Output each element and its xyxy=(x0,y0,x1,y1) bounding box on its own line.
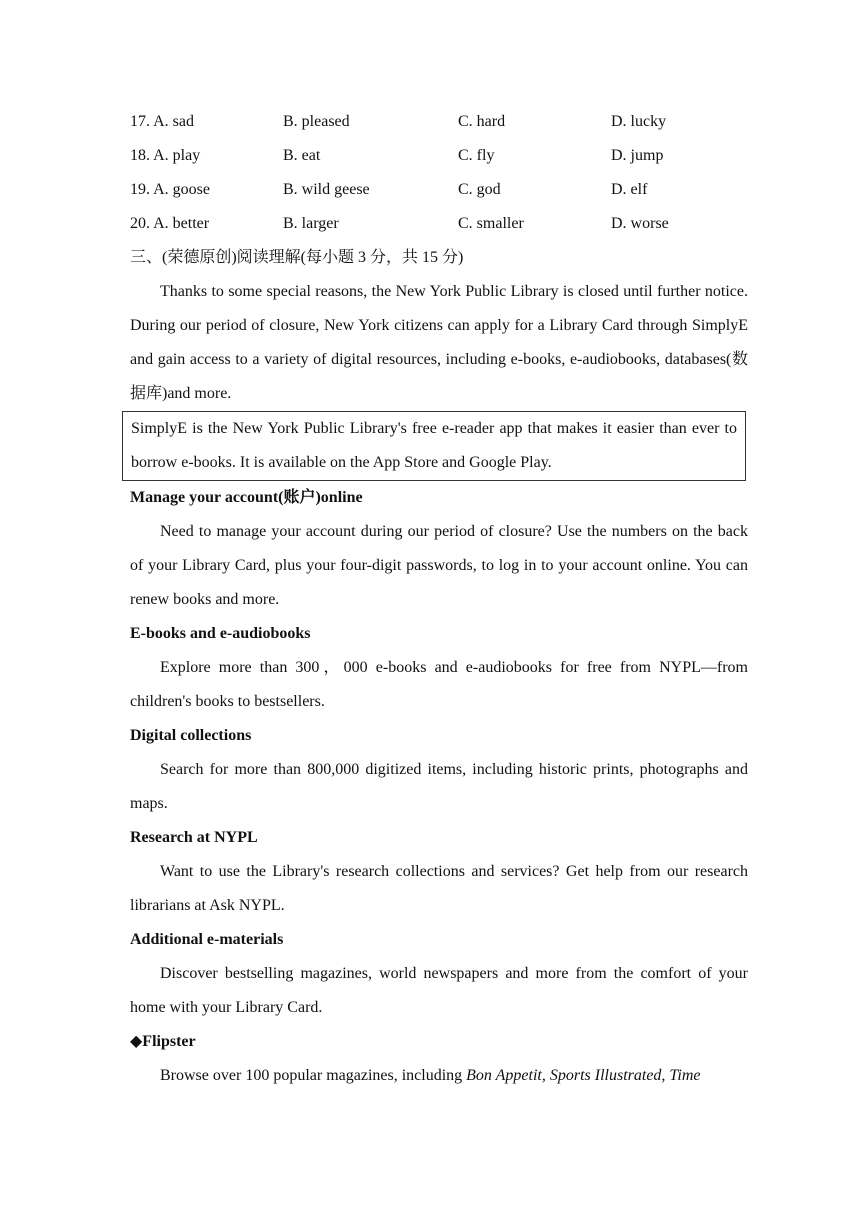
answer-options xyxy=(130,105,748,241)
option-d: D. jump xyxy=(611,147,664,164)
body-research: Want to use the Library's research collections and services? Get help from our research librarians at Ask NYPL. xyxy=(130,863,748,914)
option-c: C. smaller xyxy=(458,215,524,232)
option-a: 19. A. goose xyxy=(130,181,210,198)
body-digital-collections: Search for more than 800,000 digitized items, including historic prints, photographs and maps. xyxy=(130,761,748,812)
simplye-note-box xyxy=(122,411,746,481)
option-a: 17. A. sad xyxy=(130,113,194,130)
body-manage-account: Need to manage your account during our period of closure? Use the numbers on the back of your Library Card, plus your four-digit passwords, to log in to your account online. You can renew books and more. xyxy=(130,523,748,608)
option-row-19 xyxy=(130,173,748,207)
option-row-20 xyxy=(130,207,748,241)
option-d: D. elf xyxy=(611,181,648,198)
flipster-magazine-titles: Bon Appetit, Sports Illustrated, Time xyxy=(466,1067,701,1084)
heading-manage-account: Manage your account(账户)online xyxy=(130,489,363,506)
document-page xyxy=(130,105,748,1093)
body-flipster xyxy=(130,1059,748,1093)
option-c: C. god xyxy=(458,181,501,198)
option-b: B. eat xyxy=(283,147,321,164)
body-ebooks: Explore more than 300，000 e-books and e-audiobooks for free from NYPL—from children's books to bestsellers. xyxy=(130,659,749,710)
option-a: 18. A. play xyxy=(130,147,201,164)
intro-paragraph: Thanks to some special reasons, the New York Public Library is closed until further notice. During our period of closure, New York citizens can apply for a Library Card through SimplyE and gain access to a variety of digital resources, including e-books, e-audiobooks, databases(数据库)and more. xyxy=(130,283,748,402)
option-b: B. larger xyxy=(283,215,339,232)
heading-digital-collections: Digital collections xyxy=(130,727,252,744)
option-a: 20. A. better xyxy=(130,215,210,232)
heading-research: Research at NYPL xyxy=(130,829,258,846)
flipster-lead-text: Browse over 100 popular magazines, including xyxy=(160,1067,467,1084)
option-c: C. fly xyxy=(458,147,495,164)
option-d: D. lucky xyxy=(611,113,667,130)
heading-flipster: ◆Flipster xyxy=(130,1033,196,1050)
option-row-17 xyxy=(130,105,748,139)
simplye-note-text: SimplyE is the New York Public Library's free e-reader app that makes it easier than ever to borrow e-books. It is available on the App Store and Google Play. xyxy=(131,420,737,471)
option-c: C. hard xyxy=(458,113,506,130)
option-b: B. wild geese xyxy=(283,181,370,198)
option-b: B. pleased xyxy=(283,113,350,130)
heading-ebooks: E-books and e-audiobooks xyxy=(130,625,311,642)
option-d: D. worse xyxy=(611,215,669,232)
section-heading: 三、(荣德原创)阅读理解(每小题 3 分，共 15 分) xyxy=(130,249,464,266)
body-additional-ematerials: Discover bestselling magazines, world newspapers and more from the comfort of your home with your Library Card. xyxy=(130,965,748,1016)
heading-additional-ematerials: Additional e-materials xyxy=(130,931,284,948)
option-row-18 xyxy=(130,139,748,173)
